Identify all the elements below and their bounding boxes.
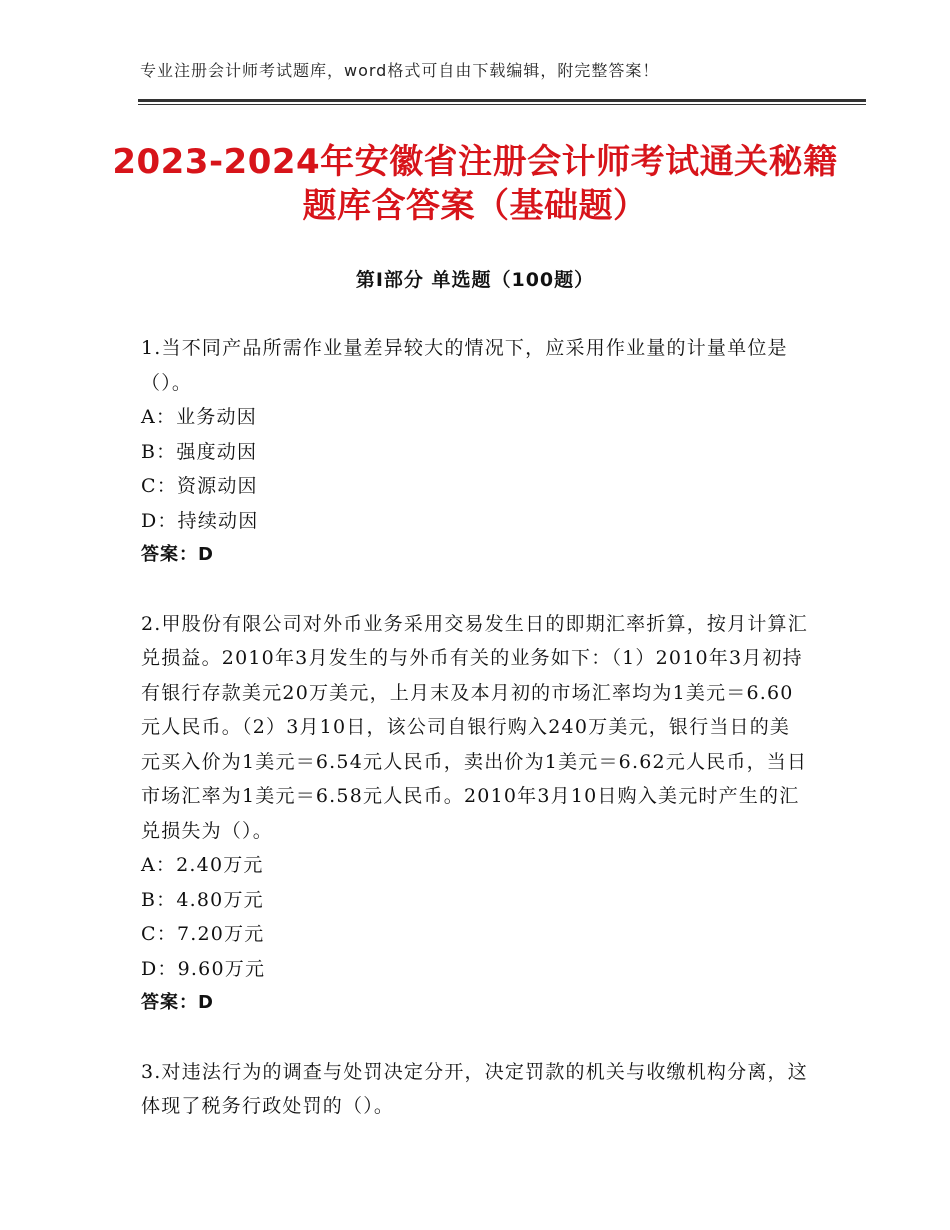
header-rule-thin bbox=[138, 104, 866, 105]
option-d: D：持续动因 bbox=[141, 509, 259, 532]
option-c: C：7.20万元 bbox=[141, 923, 265, 945]
question-list bbox=[141, 331, 809, 1158]
document-title: 2023-2024年安徽省注册会计师考试通关秘籍题库含答案（基础题） bbox=[112, 142, 838, 226]
section-title: 第Ⅰ部分 单选题（100题） bbox=[355, 269, 595, 291]
option-c: C：资源动因 bbox=[141, 475, 258, 497]
question-3 bbox=[141, 1055, 809, 1124]
option-b: B：4.80万元 bbox=[141, 888, 264, 911]
question-stem: 2.甲股份有限公司对外币业务采用交易发生日的即期汇率折算，按月计算汇兑损益。2010年3月发生的与外币有关的业务如下：（1）2010年3月初持有银行存款美元20万美元，上月末及本月初的市场汇率均为1美元＝6.60元人民币。（2）3月10日，该公司自银行购入240万美元，银行当日的美元买入价为1美元＝6.54元人民币，卖出价为1美元＝6.62元人民币，当日市场汇率为1美元＝6.58元人民币。2010年3月10日购入美元时产生的汇兑损失为（）。 bbox=[141, 612, 808, 842]
option-a: A：2.40万元 bbox=[141, 854, 264, 876]
option-d: D：9.60万元 bbox=[141, 957, 266, 980]
option-a: A：业务动因 bbox=[141, 406, 257, 428]
question-2 bbox=[141, 607, 809, 1021]
answer: 答案：D bbox=[141, 992, 214, 1013]
page-header-text: 专业注册会计师考试题库，word格式可自由下载编辑，附完整答案！ bbox=[140, 61, 660, 80]
header-rule-thick bbox=[138, 99, 866, 102]
answer: 答案：D bbox=[141, 544, 214, 565]
question-stem: 3.对违法行为的调查与处罚决定分开，决定罚款的机关与收缴机构分离，这体现了税务行政处罚的（）。 bbox=[141, 1060, 808, 1117]
question-stem: 1.当不同产品所需作业量差异较大的情况下，应采用作业量的计量单位是（）。 bbox=[141, 337, 788, 394]
question-1 bbox=[141, 331, 809, 573]
option-b: B：强度动因 bbox=[141, 440, 258, 463]
